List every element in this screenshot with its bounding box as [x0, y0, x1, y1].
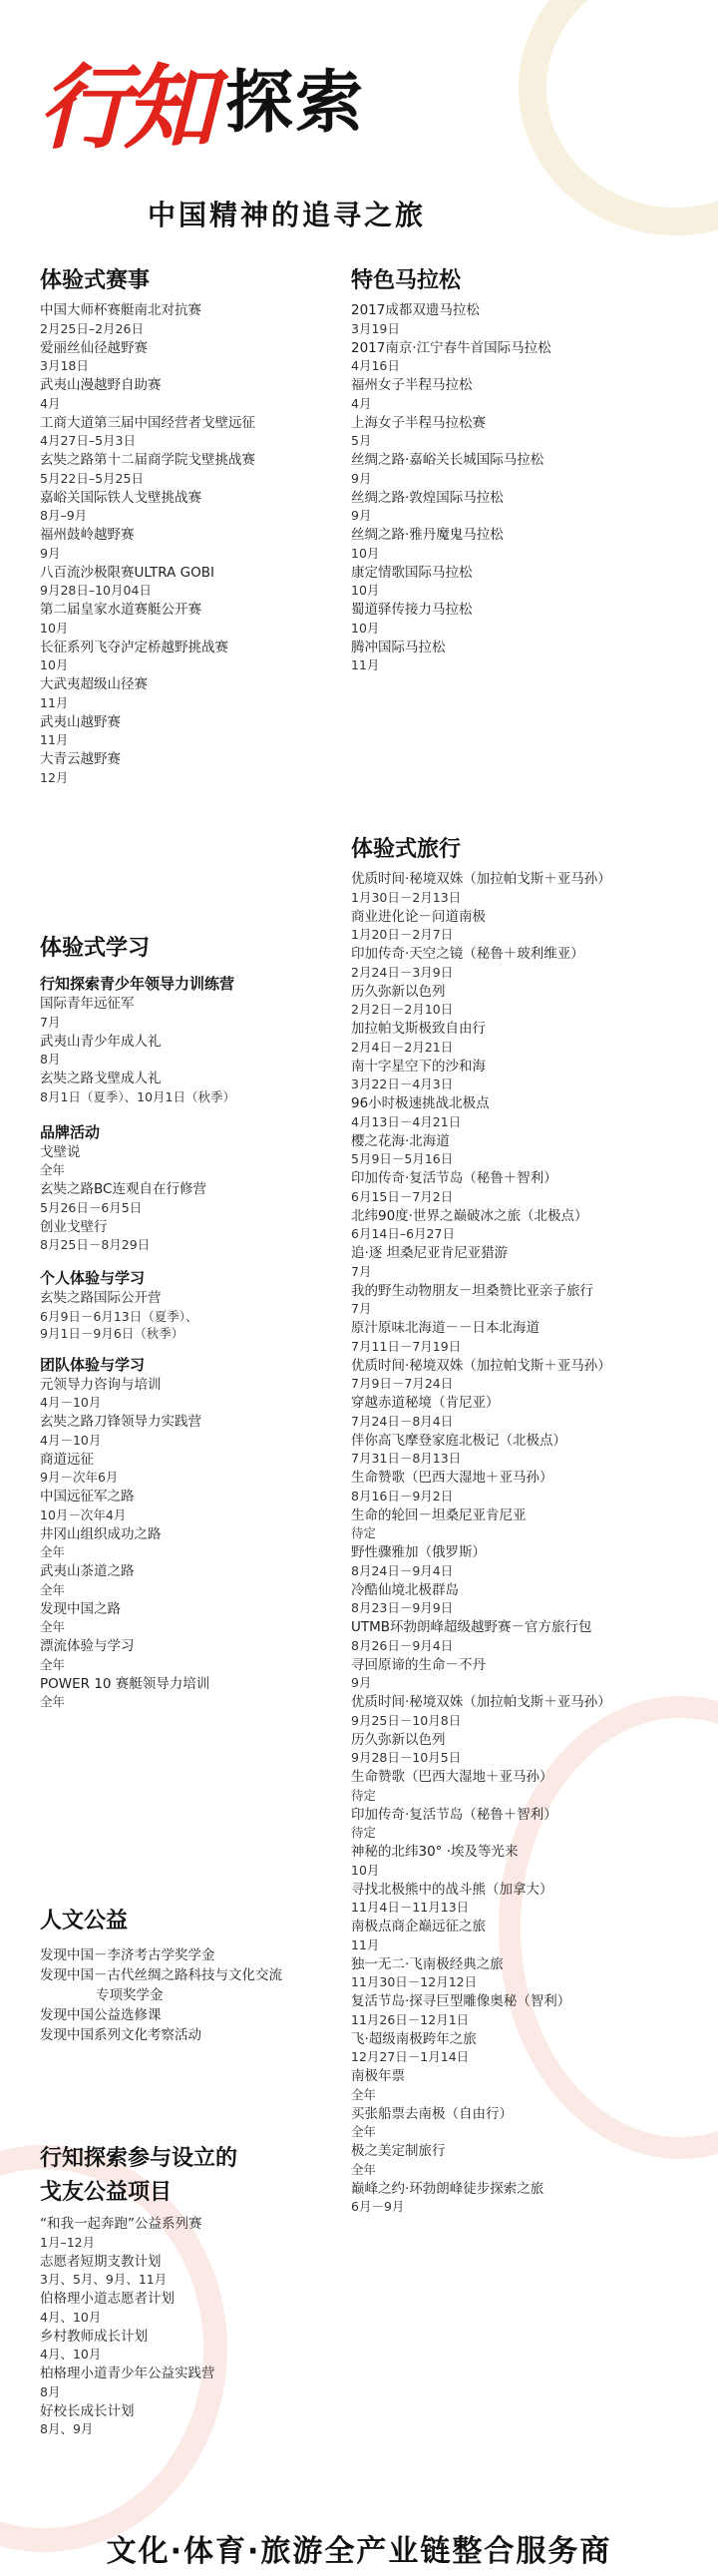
list-item [40, 1143, 359, 1179]
item-title: 康定情歌国际马拉松 [351, 564, 473, 581]
item-title: 武夷山漫越野自助赛 [40, 377, 162, 393]
footer-separator: · [247, 2534, 261, 2569]
item-title: 嘉峪关国际铁人戈壁挑战赛 [40, 489, 201, 506]
charity-line: 发现中国系列文化考察活动 [40, 2027, 201, 2043]
list-item [40, 2215, 359, 2251]
list-item [351, 639, 700, 674]
list-item [40, 1033, 359, 1069]
item-date: 10月 [351, 545, 380, 561]
item-title: 第二届皇家水道赛艇公开赛 [40, 602, 201, 618]
list-item [351, 983, 700, 1019]
section-events [40, 267, 359, 788]
logo-black-text: 探索 [225, 64, 366, 143]
section-title: 行知探索参与设立的 [40, 2146, 238, 2171]
list-item [351, 1543, 700, 1579]
item-title: 寻找北极熊中的战斗熊（加拿大） [351, 1881, 553, 1898]
list-item [40, 639, 359, 674]
item-date: 全年 [351, 2086, 377, 2102]
item-title: 极之美定制旅行 [351, 2143, 446, 2159]
item-date: 11月 [40, 732, 69, 747]
item-title: 八百流沙极限赛ULTRA GOBI [40, 564, 214, 581]
item-title: 神秘的北纬30° ·埃及等光来 [351, 1844, 519, 1860]
subsection-youth [40, 973, 359, 1105]
gobi-list [40, 2215, 359, 2437]
item-title: 商道远征 [40, 1451, 94, 1468]
item-title: 买张船票去南极（自由行） [351, 2105, 513, 2122]
list-item [40, 1525, 359, 1561]
item-title: 丝绸之路·嘉峪关长城国际马拉松 [351, 452, 544, 468]
item-date: 5月26日－6月5日 [40, 1199, 143, 1215]
list-item [40, 1413, 359, 1449]
list-item [351, 1806, 700, 1842]
list-item [40, 376, 359, 412]
item-date: 全年 [40, 1619, 66, 1634]
section-title: 体验式赛事 [40, 268, 151, 293]
item-date: 11月4日－11月13日 [351, 1900, 470, 1915]
item-date: 待定 [351, 1525, 377, 1540]
item-title: 2017成都双遗马拉松 [351, 302, 480, 318]
item-date: 8月16日－9月2日 [351, 1488, 454, 1503]
item-title: 生命的轮回－坦桑尼亚肯尼亚 [351, 1506, 527, 1523]
footer-slogan [0, 2526, 718, 2570]
item-title: 生命赞歌（巴西大湿地＋亚马孙） [351, 1769, 553, 1785]
item-title: 乡村教师成长计划 [40, 2328, 148, 2345]
list-item [40, 601, 359, 637]
list-item [40, 750, 359, 786]
item-title: 武夷山青少年成人礼 [40, 1033, 162, 1050]
list-item [40, 1376, 359, 1412]
list-item [40, 526, 359, 562]
item-date: 2月25日–2月26日 [40, 320, 144, 336]
brand-list [40, 1143, 359, 1254]
item-title: 加拉帕戈斯极致自由行 [351, 1021, 486, 1037]
item-date: 待定 [351, 1825, 377, 1840]
item-title: 优质时间·秘境双姝（加拉帕戈斯＋亚马孙） [351, 1357, 611, 1374]
section-marathon [351, 267, 700, 675]
item-date: 11月 [351, 657, 380, 672]
item-date: 全年 [351, 2124, 377, 2139]
list-item [351, 1992, 700, 2028]
list-item [40, 1180, 359, 1216]
item-title: 丝绸之路·敦煌国际马拉松 [351, 489, 504, 506]
list-item [351, 1094, 700, 1130]
item-date: 10月 [351, 583, 380, 598]
item-title: 南极年票 [351, 2068, 405, 2084]
list-item [351, 2180, 700, 2216]
item-title: 井冈山组织成功之路 [40, 1525, 162, 1542]
item-date: 7月9日－7月24日 [351, 1376, 454, 1391]
item-title: 玄奘之路BC连观自在行修营 [40, 1181, 206, 1197]
item-title: 原汁原味北海道－－日本北海道 [351, 1320, 539, 1336]
item-title: 蜀道驿传接力马拉松 [351, 602, 473, 618]
section-title: 人文公益 [40, 1909, 129, 1933]
item-date: 7月 [351, 1301, 372, 1316]
list-item [40, 995, 359, 1031]
item-title: 福州鼓岭越野赛 [40, 527, 135, 543]
item-date: 4月－10月 [40, 1432, 102, 1448]
item-title: 戈壁说 [40, 1143, 81, 1160]
list-item [351, 1618, 700, 1654]
item-date: 11月 [351, 1936, 380, 1952]
list-item [351, 1506, 700, 1542]
item-date: 1月30日－2月13日 [351, 889, 462, 905]
item-date: 1月–12月 [40, 2234, 96, 2250]
footer-separator: · [170, 2534, 183, 2569]
item-date: 6月－9月 [351, 2199, 405, 2214]
list-item [351, 1693, 700, 1729]
item-title: 独一无二·飞南极经典之旅 [351, 1955, 504, 1972]
list-item [351, 945, 700, 981]
item-date: 9月25日－10月8日 [351, 1712, 462, 1728]
item-date: 7月11日－7月19日 [351, 1338, 462, 1354]
list-item [40, 339, 359, 375]
item-date: 9月1日－9月6日（秋季） [40, 1325, 184, 1341]
item-title: 柏格理小道青少年公益实践营 [40, 2365, 215, 2381]
list-item [351, 2142, 700, 2178]
item-title: 大青云越野赛 [40, 751, 121, 767]
list-item [351, 1656, 700, 1692]
list-item [351, 1432, 700, 1468]
item-title: 伴你高飞摩登家庭北极记（北极点） [351, 1432, 566, 1449]
item-date: 6月15日－7月2日 [351, 1188, 454, 1204]
item-date: 5月22日–5月25日 [40, 470, 144, 486]
item-title: 飞·超级南极跨年之旅 [351, 2030, 477, 2047]
list-item [351, 1132, 700, 1168]
subsection-title: 团队体验与学习 [40, 1355, 146, 1374]
item-date: 5月 [351, 433, 372, 448]
list-item [40, 451, 359, 487]
travel-list [351, 870, 700, 2215]
list-item [351, 1169, 700, 1205]
footer-word: 体育 [183, 2534, 247, 2569]
item-date: 9月 [351, 1675, 372, 1690]
item-date: 9月 [351, 508, 372, 523]
item-date: 6月14日–6月27日 [351, 1226, 455, 1241]
list-item [351, 1881, 700, 1917]
list-item [40, 2253, 359, 2289]
item-date: 7月 [40, 1014, 61, 1030]
footer-word: 文化 [106, 2534, 171, 2569]
item-date: 8月 [40, 2383, 61, 2399]
list-item [40, 1488, 359, 1523]
list-item [351, 301, 700, 337]
item-date: 10月－次年4月 [40, 1506, 127, 1522]
item-date: 全年 [40, 1656, 66, 1672]
list-item [40, 564, 359, 600]
subsection-team [40, 1354, 359, 1711]
item-title: 南十字星空下的沙和海 [351, 1058, 486, 1074]
item-date: 6月9日－6月13日（夏季）、 [40, 1308, 198, 1324]
list-item [351, 1058, 700, 1093]
item-date: 2月4日－2月21日 [351, 1039, 454, 1055]
section-title: 体验式学习 [40, 936, 151, 961]
item-title: 商业进化论－问道南极 [351, 908, 486, 925]
list-item [40, 1675, 359, 1711]
list-item [351, 1207, 700, 1243]
item-title: 大武夷超级山径赛 [40, 676, 148, 692]
list-item [351, 339, 700, 375]
list-item [40, 1451, 359, 1487]
item-date: 8月、9月 [40, 2421, 94, 2436]
list-item [40, 1289, 359, 1342]
item-date: 4月27日–5月3日 [40, 433, 137, 448]
item-title: 武夷山越野赛 [40, 713, 121, 730]
list-item [40, 1562, 359, 1598]
item-date: 11月26日－12月1日 [351, 2011, 470, 2027]
item-title: 腾冲国际马拉松 [351, 639, 446, 655]
item-title: 历久弥新以色列 [351, 983, 446, 1000]
item-title: 长征系列飞夺泸定桥越野挑战赛 [40, 639, 228, 655]
list-item [351, 1394, 700, 1430]
item-title: 元领导力咨询与培训 [40, 1376, 162, 1393]
item-title: 96小时极速挑战北极点 [351, 1095, 490, 1111]
list-item [40, 2402, 359, 2438]
item-title: 国际青年远征军 [40, 996, 135, 1012]
item-title: 漂流体验与学习 [40, 1638, 135, 1654]
list-item [351, 1955, 700, 1991]
list-item [351, 908, 700, 944]
item-date: 12月27日－1月14日 [351, 2049, 470, 2064]
list-item [351, 601, 700, 637]
youth-list [40, 995, 359, 1105]
charity-line: 发现中国－李济考古学奖学金 [40, 1947, 215, 1963]
item-title: 好校长成长计划 [40, 2402, 135, 2419]
item-date: 8月–9月 [40, 508, 88, 523]
list-item [351, 1843, 700, 1879]
item-title: 爱丽丝仙径越野赛 [40, 339, 148, 356]
subsection-brand [40, 1121, 359, 1254]
item-date: 1月20日－2月7日 [351, 927, 454, 942]
section-title: 戈友公益项目 [40, 2180, 173, 2205]
item-date: 8月 [40, 1052, 61, 1067]
list-item [351, 489, 700, 525]
item-date: 4月、10月 [40, 2347, 102, 2361]
item-date: 3月18日 [40, 358, 89, 373]
item-title: 北纬90度·世界之巅破冰之旅（北极点） [351, 1207, 588, 1224]
item-title: UTMB环勃朗峰超级越野赛－官方旅行包 [351, 1619, 592, 1635]
list-item [351, 2030, 700, 2066]
item-date: 7月31日－8月13日 [351, 1451, 462, 1466]
item-date: 11月 [40, 694, 69, 710]
item-title: 南极点商企巅远征之旅 [351, 1919, 486, 1934]
item-title: 武夷山茶道之路 [40, 1563, 135, 1579]
list-item [351, 2105, 700, 2141]
subsection-personal [40, 1267, 359, 1342]
item-title: 优质时间·秘境双姝（加拉帕戈斯＋亚马孙） [351, 1694, 611, 1710]
list-item [40, 675, 359, 711]
page-subtitle: 中国精神的追寻之旅 [148, 199, 427, 231]
item-title: 中国大师杯赛艇南北对抗赛 [40, 302, 201, 318]
item-date: 全年 [351, 2161, 377, 2177]
section-travel [351, 836, 700, 2217]
item-title: 优质时间·秘境双姝（加拉帕戈斯＋亚马孙） [351, 871, 611, 887]
item-date: 4月－10月 [40, 1395, 102, 1410]
list-item [351, 1581, 700, 1617]
list-item [351, 1918, 700, 1953]
item-title: 上海女子半程马拉松赛 [351, 414, 486, 431]
list-item [40, 1600, 359, 1636]
item-date: 10月 [40, 620, 69, 636]
item-title: 我的野生动物朋友－坦桑赞比亚亲子旅行 [351, 1282, 593, 1299]
list-item [351, 870, 700, 906]
item-date: 3月22日－4月3日 [351, 1076, 454, 1091]
section-learning [40, 935, 359, 1712]
item-title: 印加传奇·天空之镜（秘鲁＋玻利维亚） [351, 946, 584, 962]
section-gobi-charity [40, 2145, 359, 2439]
item-title: 印加传奇·复活节岛（秘鲁＋智利） [351, 1806, 557, 1823]
list-item [351, 1319, 700, 1355]
item-date: 12月 [40, 769, 69, 785]
list-item [351, 1768, 700, 1804]
item-date: 4月、10月 [40, 2309, 102, 2325]
item-date: 4月 [351, 395, 372, 411]
item-date: 4月16日 [351, 358, 400, 373]
logo-red-text: 行知 [38, 54, 210, 162]
item-title: POWER 10 赛艇领导力培训 [40, 1675, 210, 1692]
list-item [40, 414, 359, 450]
list-item [351, 1731, 700, 1767]
list-item [351, 1357, 700, 1393]
list-item [351, 564, 700, 600]
item-date: 待定 [351, 1787, 377, 1803]
item-date: 8月25日－8月29日 [40, 1237, 151, 1252]
item-date: 9月－次年6月 [40, 1470, 119, 1485]
header [0, 0, 718, 249]
item-date: 7月 [351, 1263, 372, 1279]
item-title: “和我一起奔跑”公益系列赛 [40, 2216, 202, 2232]
item-title: 伯格理小道志愿者计划 [40, 2291, 175, 2307]
item-date: 9月 [351, 470, 372, 486]
section-title: 特色马拉松 [351, 268, 462, 293]
item-date: 11月30日－12月12日 [351, 1974, 478, 1989]
section-title: 体验式旅行 [351, 837, 462, 862]
events-list [40, 301, 359, 786]
item-title: 历久弥新以色列 [351, 1731, 446, 1748]
list-item [351, 526, 700, 562]
charity-line: 发现中国－古代丝绸之路科技与文化交流 [40, 1967, 282, 1983]
item-title: 玄奘之路国际公开营 [40, 1290, 162, 1306]
item-date: 10月 [351, 620, 380, 636]
item-date: 8月1日（夏季）、10月1日（秋季） [40, 1088, 236, 1104]
list-item [40, 2364, 359, 2400]
list-item [351, 414, 700, 450]
marathon-list [351, 301, 700, 673]
list-item [351, 1469, 700, 1504]
list-item [40, 489, 359, 525]
footer-word: 旅游全产业链整合服务商 [260, 2534, 612, 2569]
item-date: 8月26日－9月4日 [351, 1637, 454, 1653]
list-item [40, 2290, 359, 2326]
item-date: 7月24日－8月4日 [351, 1413, 454, 1429]
item-date: 10月 [351, 1862, 380, 1878]
item-title: 福州女子半程马拉松 [351, 377, 473, 393]
item-title: 印加传奇·复活节岛（秘鲁＋智利） [351, 1170, 557, 1186]
item-title: 中国远征军之路 [40, 1489, 135, 1504]
list-item [351, 376, 700, 412]
subsection-title: 品牌活动 [40, 1122, 101, 1141]
item-date: 5月9日－5月16日 [351, 1151, 454, 1166]
list-item [351, 1282, 700, 1318]
item-date: 全年 [40, 1162, 66, 1177]
item-date: 4月 [40, 395, 61, 411]
item-title: 巅峰之约·环勃朗峰徒步探索之旅 [351, 2180, 544, 2197]
list-item [351, 1020, 700, 1056]
item-title: 玄奘之路戈壁成人礼 [40, 1071, 162, 1086]
item-date: 9月28日－10月5日 [351, 1750, 462, 1765]
item-title: 冷酷仙境北极群岛 [351, 1581, 459, 1598]
item-title: 志愿者短期支教计划 [40, 2253, 162, 2270]
item-date: 全年 [40, 1694, 66, 1709]
list-item [351, 1244, 700, 1280]
charity-line: 专项奖学金 [96, 1987, 164, 2003]
item-title: 丝绸之路·雅丹魔鬼马拉松 [351, 527, 504, 543]
item-date: 3月、5月、9月、11月 [40, 2272, 168, 2287]
item-date: 9月 [40, 545, 61, 561]
item-title: 樱之花海·北海道 [351, 1132, 450, 1149]
item-title: 生命赞歌（巴西大湿地＋亚马孙） [351, 1470, 553, 1486]
team-list [40, 1376, 359, 1711]
item-date: 8月23日－9月9日 [351, 1600, 454, 1615]
subsection-title: 行知探索青少年领导力训练营 [40, 975, 235, 993]
item-title: 发现中国之路 [40, 1600, 121, 1617]
section-charity [40, 1908, 359, 2045]
item-title: 穿越赤道秘境（肯尼亚） [351, 1395, 500, 1411]
item-date: 10月 [40, 657, 69, 672]
item-title: 野性骤雅加（俄罗斯） [351, 1544, 486, 1560]
list-item [351, 2067, 700, 2103]
list-item [40, 713, 359, 749]
item-title: 复活节岛·探寻巨型雕像奥秘（智利） [351, 1993, 571, 2009]
item-date: 8月24日－9月4日 [351, 1562, 454, 1578]
item-date: 3月19日 [351, 320, 400, 336]
list-item [40, 301, 359, 337]
item-date: 全年 [40, 1544, 66, 1559]
item-date: 全年 [40, 1581, 66, 1597]
item-date: 4月13日－4月21日 [351, 1113, 462, 1129]
item-title: 玄奘之路刀锋领导力实践营 [40, 1414, 201, 1430]
item-date: 2月24日－3月9日 [351, 964, 454, 980]
list-item [40, 1218, 359, 1254]
list-item [40, 1070, 359, 1105]
item-title: 创业戈壁行 [40, 1218, 108, 1235]
list-item [351, 451, 700, 487]
item-title: 玄奘之路第十二届商学院戈壁挑战赛 [40, 452, 255, 468]
subsection-title: 个人体验与学习 [40, 1269, 146, 1287]
list-item [40, 1637, 359, 1673]
charity-line: 发现中国公益选修课 [40, 2007, 162, 2023]
list-item [40, 2328, 359, 2363]
item-title: 2017南京·江宁春牛首国际马拉松 [351, 339, 551, 356]
item-title: 寻回原谛的生命－不丹 [351, 1656, 486, 1673]
item-date: 2月2日－2月10日 [351, 1002, 454, 1017]
item-date: 9月28日–10月04日 [40, 583, 152, 598]
item-title: 追·逐 坦桑尼亚肯尼亚猎游 [351, 1245, 509, 1261]
item-title: 工商大道第三届中国经营者戈壁远征 [40, 414, 255, 431]
